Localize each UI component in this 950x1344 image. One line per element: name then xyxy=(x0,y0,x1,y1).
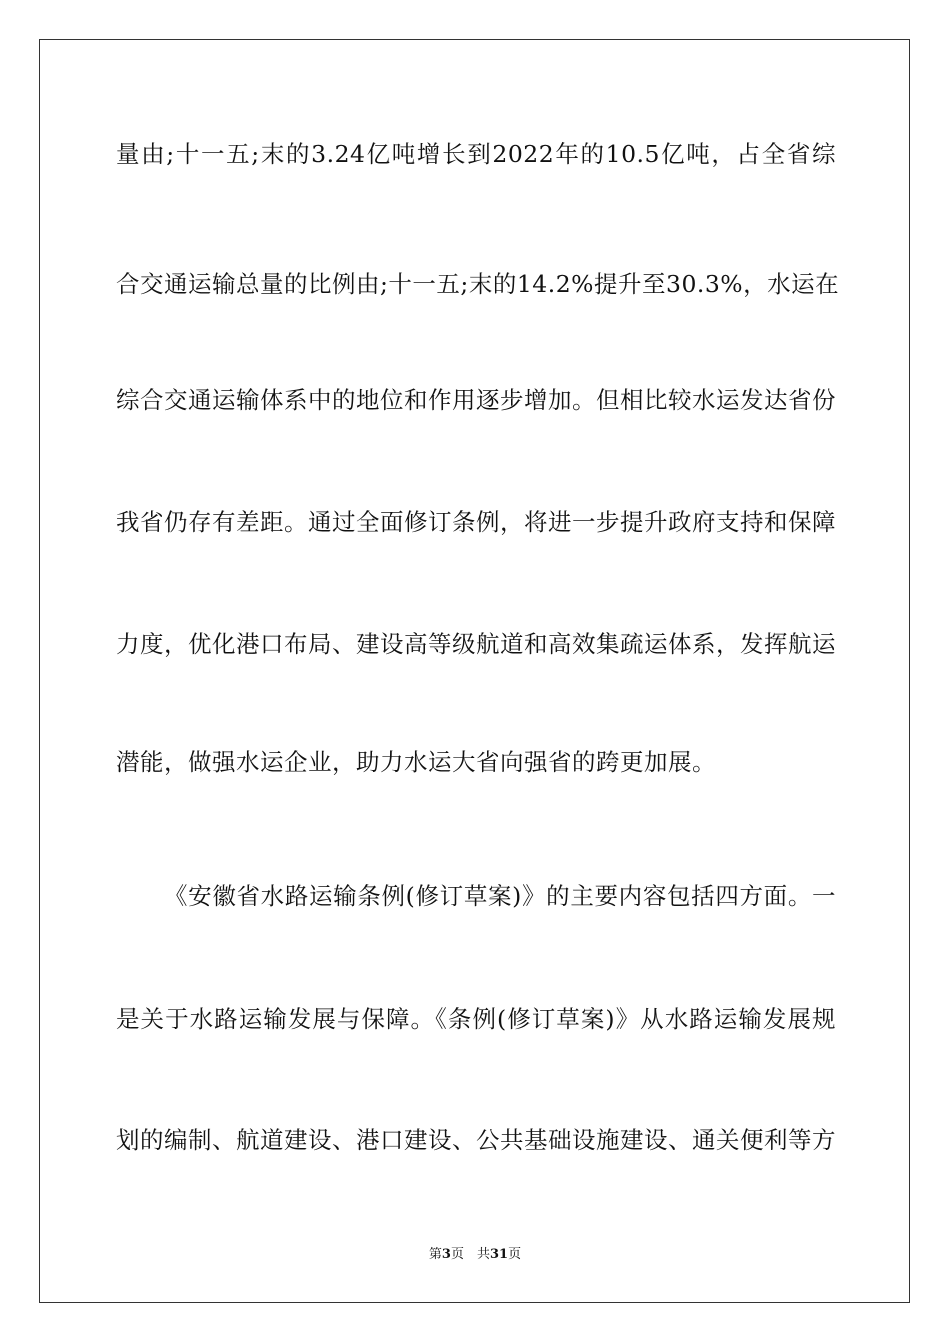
body-line-9: 划的编制、航道建设、港口建设、公共基础设施建设、通关便利等方 xyxy=(116,1126,836,1154)
footer-page-current: 3 xyxy=(441,1247,451,1262)
page-border xyxy=(39,39,910,1303)
footer-prefix: 第 xyxy=(428,1247,442,1262)
footer-suffix: 页 xyxy=(508,1247,522,1262)
page-footer xyxy=(0,1247,950,1263)
body-line-5: 力度，优化港口布局、建设高等级航道和高效集疏运体系，发挥航运 xyxy=(116,630,836,658)
body-line-2: 合交通运输总量的比例由;十一五;末的14.2%提升至30.3%，水运在 xyxy=(116,270,840,298)
footer-page-total: 31 xyxy=(489,1247,509,1262)
body-line-1: 量由;十一五;末的3.24亿吨增长到2022年的10.5亿吨，占全省综 xyxy=(116,140,836,168)
body-line-8: 是关于水路运输发展与保障。《条例(修订草案)》从水路运输发展规 xyxy=(116,1005,836,1033)
body-line-4: 我省仍存有差距。通过全面修订条例，将进一步提升政府支持和保障 xyxy=(116,508,836,536)
body-line-7: 《安徽省水路运输条例(修订草案)》的主要内容包括四方面。一 xyxy=(164,882,836,910)
body-line-3: 综合交通运输体系中的地位和作用逐步增加。但相比较水运发达省份 xyxy=(116,386,836,414)
body-line-6: 潜能，做强水运企业，助力水运大省向强省的跨更加展。 xyxy=(116,748,716,776)
footer-mid: 页 共 xyxy=(450,1247,490,1262)
